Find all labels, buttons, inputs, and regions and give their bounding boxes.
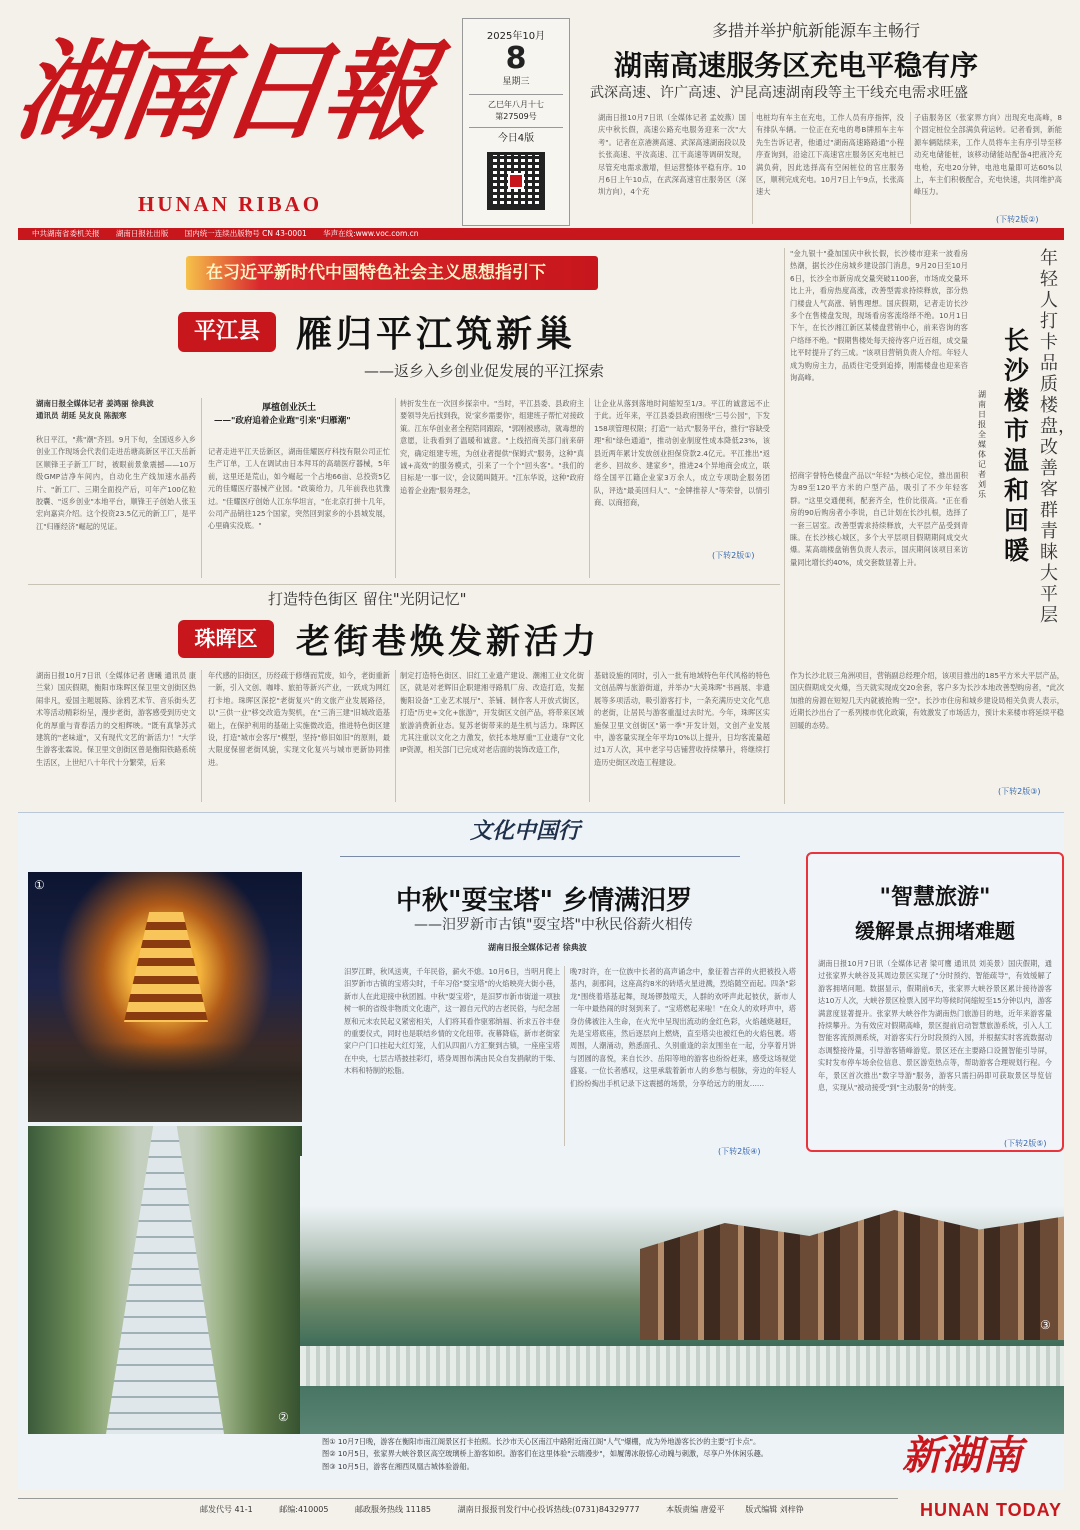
strip-item: 湖南日报社出版 <box>115 229 169 238</box>
date-year-month: 2025年10月 <box>486 31 546 42</box>
zhuhui-kicker: 打造特色街区 留住"光阴记忆" <box>268 590 467 608</box>
changsha-text-mid: 招商字誉特色楼盘产品以"年轻"为核心定位，推出面积为89至120平方米的户型产品，吸引了不少年轻客群。"这里交通便利，配套齐全，性价比很高。"正在看房的90后购房者小李说，自己计划在长沙扎根，选择了一套三居室。改善型需求持续释放，大平层产品受到青睐。在长沙核心城区，多个大平层项目假期期间成交火爆。某高端楼盘销售负责人表示，国庆期间该项目来访量同比增长约40%，成交套数显著上升。 <box>790 471 968 567</box>
issue-number: 第27509号 <box>495 112 537 121</box>
footer-bar <box>200 1504 804 1515</box>
footer-designer: 版式编辑 刘梓铮 <box>745 1505 804 1514</box>
culture-col1: 汨罗江畔，秋风送爽，千年民俗，薪火不熄。10月6日，当明月爬上汨罗新市古镇的宝塔尖时，千年习俗"耍宝塔"的火焰映亮大街小巷，新市人在此迎接中秋团圆。中秋"耍宝塔"，是汨罗市新市街道一项独树一帜的省级非物质文化遗产，这一源自元代的古老民俗，与纪念屈原和元末农民起义紧密相关，人们将其看作驱邪纳福、祈求五谷丰登的重要仪式，同时也是联结乡情的文化纽带。夜幕降临，新市老街家家户户门口挂起大红灯笼，人们从四面八方汇聚到古镇，一座座宝塔在中央，七层古塔披挂彩灯，塔身周围布满由民众自发捐献的干柴、木料和特制的松脂。 <box>344 967 560 1076</box>
pingjiang-col2: 记者走进平江天岳新区，湖南佳耀医疗科技有限公司正忙生产订单，工人在调试由日本拜耳的高端医疗器械，5年前，这里还是荒山，如今崛起一个占地66亩、总投资5亿元的佳耀医疗器械产业园。"政策给力，几年前我也犹豫过。"佳耀医疗创始人江东华坦言，"在北京打拼十几年，公司产品销往125个国家，突然回到家乡的小县城发展，心里确实没底。" <box>208 447 390 531</box>
logo-text: 湖南日報 <box>9 29 435 155</box>
smart-tour-box <box>806 852 1064 1152</box>
masthead-strip <box>18 228 1064 240</box>
photo-marker-1: ① <box>34 878 45 892</box>
caption-2: 图② 10月5日，张家界大峡谷景区高空玻璃桥上游客如织。游客们在这里体验"云端漫步"，如履薄冰般惊心动魄与刺激，尽享户外休闲乐趣。 <box>322 1449 768 1459</box>
date-box <box>462 18 570 226</box>
changsha-vertical-kicker: 年轻人打卡品质楼盘，改善客群青睐大平层 <box>1040 248 1076 626</box>
changsha-text-bottom: 作为长沙北辰三角洲项目，营销副总经理介绍，该项目推出的185平方米大平层产品，国庆假期成交火爆，当天就实现成交20余套，客户多为长沙本地改善型购房者，"此次加推的房源在短短几天内就被抢购一空"。长沙市住房和城乡建设局相关负责人表示，近期长沙出台了一系列楼市优化政策，有效激发了市场活力，预计未来楼市将延续平稳回暖的态势。 <box>790 671 1064 730</box>
top-story-more-link[interactable]: (下转2版②) <box>996 215 1039 224</box>
caption-3: 图③ 10月5日，游客在湘西凤凰古城体验游船。 <box>322 1461 474 1471</box>
pingjiang-col3: 转折发生在一次回乡探亲中。"当时，平江县委、县政府主要领导先后找到我，说'家乡需要你'，组建班子帮忙对接政策。江东华创业者全程陪同跟踪，"郭刚被感动，就毒想的意愿，让我看到了温暖和诚意。"上线招商关部门前来研究，确定组建专班，为创业者提供"保姆式"服务，这种"真诚+高效"的服务模式，引来了一个个"回头客"。"我们的目标是'一事一议'，会议随叫随开。"江东华说，这种"政府追着企业跑"服务理念， <box>400 399 584 495</box>
culture-headline[interactable]: 中秋"耍宝塔" 乡情满汨罗 <box>396 886 693 916</box>
top-story-headline[interactable]: 湖南高速服务区充电平稳有序 <box>614 49 979 82</box>
smart-tour-headline-2[interactable]: 缓解景点拥堵难题 <box>855 919 1015 943</box>
top-story-col1: 湖南日报10月7日讯（全媒体记者 孟姣燕）国庆中秋长假，高速公路充电服务迎来一次"大考"。记者在京港澳高速、武深高速湖南段以及长张高速、平汝高速、江干高速等调研发现，尽管充电需求激增，但运营整体平稳有序。10月6日上午10点，在武深高速官庄服务区（深圳方向），4个充 <box>598 113 746 197</box>
ideology-banner: 在习近平新时代中国特色社会主义思想指引下 <box>186 256 598 290</box>
pingjiang-col1: 秋日平江，"燕"潮"齐回。9月下旬，全国返乡入乡创业工作现场会代表们走进岳塘高新区平江天岳新区顺锋王子新工厂时，被眼前景象震撼——10万级GMP洁净车间内，自动化生产线加速水晶药片、"新工厂、三期全面投产后，可年产100亿粒胶囊、"返乡创业"本地平台，顺锋王子创始人张玉宏向嘉宾介绍。这个投资23.5亿元的新工厂，是平江"归雁经济"崛起的见证。 <box>36 435 196 531</box>
pingjiang-tag: 平江县 <box>178 312 276 352</box>
photo-river-town <box>300 1156 1064 1434</box>
byline-line: 湖南日报全媒体记者 姜鸿丽 徐典波 <box>36 399 154 408</box>
strip-item: 国内统一连续出版物号 CN 43-0001 <box>184 229 307 238</box>
photo-marker-2: ② <box>278 1410 289 1424</box>
pingjiang-more-link[interactable]: (下转2版①) <box>712 551 755 560</box>
changsha-headline[interactable]: 长沙楼市温和回暖 <box>1004 326 1030 565</box>
changsha-byline: 湖南日报全媒体记者 刘乐 <box>978 390 986 499</box>
footer-editor: 本版责编 唐爱平 <box>666 1505 725 1514</box>
strip-item: 中共湖南省委机关报 <box>32 229 100 238</box>
smart-tour-more-link[interactable]: (下转2版⑤) <box>1004 1139 1047 1148</box>
culture-section-title: 文化中国行 <box>470 818 581 844</box>
smart-tour-text: 湖南日报10月7日讯（全媒体记者 梁可鹰 通讯员 刘美景）国庆假期，通过张家界大峡谷及其周边景区实现了"分时预约、智能疏导"，有效缓解了游客拥堵问题。数据显示，假期前6天，张家界大峡谷景区累计接待游客达10万人次，大峡谷景区检票入园平均等候时间缩短至15分钟以内，游客满意度显著提升。张家界大峡谷作为湖南热门旅游目的地，近年来游客量持续攀升。为有效应对假期高峰，景区提前启动智慧旅游系统，引入人工智能客流预测系统，对游客实行分时段预约入园，并根据实时客流数据动态调整接待量，引导游客错峰游览。景区还在主要路口设置智能引导屏，实时发布停车场余位信息、景区游览热点等，帮助游客合理规划行程。今年，景区首次推出"数字导游"服务，游客只需扫码即可获取景区导览信息，实现从"被动接受"到"主动服务"的转变。 <box>818 959 1052 1093</box>
masthead-logo <box>9 12 438 216</box>
photo-captions <box>322 1436 892 1486</box>
date-day: 8 <box>505 41 527 76</box>
footer-report: 湖南日报报刊发行中心投诉热线:(0731)84329777 <box>457 1505 640 1514</box>
pagoda-shape <box>124 912 208 1022</box>
culture-more-link[interactable]: (下转2版④) <box>718 1147 761 1156</box>
footer-postal: 邮发代号 41-1 <box>200 1505 253 1514</box>
top-story-col2: 电桩均有车主在充电，工作人员有序指挥，没有排队车辆。一位正在充电的粤B牌照车主车先生告诉记者，他通过"湖南高速路路通"小程序查询到，沿途江下高速官庄服务区充电桩已满负荷，因此选择高有空闲桩位的官庄服务区，顺利完成充电。10月7日上午9点，长张高速大 <box>756 113 904 197</box>
weir-shape <box>300 1346 1064 1386</box>
strip-item[interactable]: 华声在线:www.voc.com.cn <box>323 229 419 238</box>
lunar-date: 乙巳年八月十七 <box>469 94 563 111</box>
footer-hotline: 邮政服务热线 11185 <box>355 1505 432 1514</box>
logo-pinyin: HUNAN RIBAO <box>138 192 323 216</box>
footer-zip: 邮编:410005 <box>279 1505 329 1514</box>
pingjiang-col2-title: 厚植创业沃土 <box>262 403 317 413</box>
pingjiang-col2-sub: ——"政府追着企业跑"引来"归雁潮" <box>214 416 351 426</box>
culture-byline: 湖南日报全媒体记者 徐典波 <box>488 943 587 952</box>
zhuhui-col2: 年代感的旧街区，历经疏于修缮而荒废，如今，老街重新一新，引入文创、咖啡、旅拍等新兴产业，一跃成为网红打卡地。珠晖区深挖"老街复兴"的文旅产业发展路径，以"三供一业"移交改造为契机，在"三消三建"旧城改造基础上，在保护利用的基础上实施微改造，推进特色街区建设，打造"城市会客厅"模型，坚持"修旧如旧"的原则，最大限度保留老街风貌，实现文化复兴与城市更新协同推进。 <box>208 671 390 767</box>
pingjiang-byline <box>36 398 154 422</box>
weekday: 星期三 <box>502 77 530 87</box>
zhuhui-col4: 基础设施的同时，引入一批有地域特色年代风格的特色文创品牌与旅游街道，并举办"大美珠晖"书画展、非遗展等多项活动，吸引游客打卡，一条充满历史文化气息的老街，让居民与游客重温过去时光。今年，珠晖区实施保卫里文创街区"第一季"开发计划，文创产业发展中，游客量实现全年平均10%以上提升，日均客流量超过1万人次，其中老字号店铺营收持续攀升，将继续打造历史街区改造工程建设。 <box>594 671 770 767</box>
culture-col2: 晚7时许，在一位族中长者的高声诵念中，象征着吉祥的火把被投入塔基内，刹那间，这座高约8米的砖塔火星迸溅，烈焰随空而起。四条"彩龙"围绕着塔基起舞，现场锣鼓喧天，人群的欢呼声此起彼伏，新市人一年中最热闹的时刻到来了。"宝塔燃起来啦！"在众人的欢呼声中，塔身仿佛被注入生命，在火光中呈现出流动的金红色彩，火焰越烧越旺，先是宝塔底座，然后逐层向上燃烧，直至塔尖也被红色的火焰包裹。塔周围，人潮涌动，熟悉面孔、久别重逢的亲友围坐在一起，分享着月饼与团圆的喜悦，来自长沙、岳阳等地的游客也纷纷赶来，感受这场视觉盛宴。一位长者感叹，这里承载着新市人的乡愁与根脉，旁边的年轻人们纷纷掏出手机记录下这震撼的场景，分享给远方的朋友…… <box>570 967 796 1088</box>
brand-en: HUNAN TODAY <box>920 1500 1063 1520</box>
photo-marker-3: ③ <box>1040 1318 1051 1332</box>
crowd-shape <box>28 1042 302 1122</box>
stilt-houses-shape <box>640 1210 1064 1340</box>
culture-subhead: ——汨罗新市古镇"耍宝塔"中秋民俗薪火相传 <box>414 917 693 933</box>
pingjiang-subhead: ——返乡入乡创业促发展的平江探索 <box>364 362 605 380</box>
top-story-kicker: 多措并举护航新能源车主畅行 <box>712 21 921 40</box>
photo-glass-bridge <box>28 1126 302 1434</box>
top-story-col3: 子庙服务区（张家界方向）出现充电高峰，8个固定桩位全部满负荷运转。记者看到，新能源车辆陆续来，工作人员将车主有序引导至移动充电储能桩，该移动储能站配备4把液冷充电枪，充电20分钟，电池电量即可达60%以上，车主们积极配合，充电快速，共同维护高峰压力。 <box>914 113 1062 197</box>
top-story-subhead: 武深高速、许广高速、沪昆高速湖南段等主干线充电需求旺盛 <box>590 85 968 101</box>
photo-pagoda <box>28 872 302 1122</box>
changsha-text-top: "金九银十"叠加国庆中秋长假，长沙楼市迎来一波看房热潮，据长沙住房城乡建设部门消息，9月20日至10月6日，长沙全市新房成交量突破1100套，市场成交量环比上升，看房热度高涨，改善型需求持续释放，部分热门楼盘人气高涨、销售理想。国庆假期，记者走访长沙多个在售楼盘发现，现场看房客流络绎不绝。10月1日下午，在长沙湘江新区某楼盘营销中心，前来咨询的客户络绎不绝。"假期售楼处每天接待客户近百组，成交量比平时提升了约三成。"该项目营销负责人介绍。年轻人成为购房主力，品质住宅受到追捧，刚需楼盘也迎来咨询高峰。 <box>790 249 968 383</box>
page-count: 今日4版 <box>469 127 563 146</box>
pingjiang-headline[interactable]: 雁归平江筑新巢 <box>296 313 577 355</box>
qr-code-icon[interactable] <box>487 152 545 210</box>
zhuhui-col1: 湖南日报10月7日讯（全媒体记者 唐曦 通讯员 康兰棠）国庆假期，衡阳市珠晖区保卫里文创街区热闹非凡，爱国主题展陈、涂鸦艺术节、音乐街头艺术等活动精彩纷呈，漫步老街，游客感受到历史文化的厚重与青春活力的交相辉映。"既有真挚苏式建筑的"老味道"，又有现代文艺的'新活力'！"大学生游客张霖说。保卫里文创街区曾是衡阳铁路系统生活区，上世纪八十年代十分繁荣，后来 <box>36 671 196 767</box>
brand-logo[interactable]: 新湖南 <box>902 1432 1022 1479</box>
changsha-more-link[interactable]: (下转2版③) <box>998 787 1041 796</box>
zhuhui-col3: 制定打造特色街区、旧红工业遗产建设、潮湘工业文化街区，就是对老辉旧企职建湘寻路肌厂房、改造打造，发掘衡阳设备"工业艺术展厅"、茶铺、制作客人开放式街区，打造"历史+文化+旅游"，开发街区文创产品，将带来区域旅游消费新业态。复苏老街带来的是生机与活力。珠晖区尤其注重以文化之力激发，依托本地厚重"工业遗存"文化IP资源，相关部门已完成对老店面的装饰改造工作， <box>400 671 584 755</box>
bridge-shape <box>106 1126 224 1434</box>
zhuhui-tag: 珠晖区 <box>178 620 274 658</box>
smart-tour-headline-1[interactable]: "智慧旅游" <box>879 885 991 910</box>
zhuhui-headline[interactable]: 老街巷焕发新活力 <box>296 622 600 662</box>
caption-1: 图① 10月7日晚，游客在衡阳市南江阁景区打卡拍照。长沙市天心区南江中路附近南江阁"人气"爆棚，成为外地游客长沙的主要"打卡点"。 <box>322 1437 761 1446</box>
pingjiang-col4: 让企业从落到落地时间缩短至1/3。平江的诚意远不止于此。近年来，平江县委县政府围绕"三号公园"，下发158项管理权限；打造"一站式"服务平台，推行"容缺受理"和"绿色通道"，推动创业制度性成本降低23%，该县近两年累计发放创业担保贷款2.4亿元。平江推出"返老乡、回故乡、建家乡"，推进24个异地商会成立，联络全国平江籍企业家3万余人，成立专项助企服务团队，评选"最美回归人"、"金牌推荐人"等荣誉，以情引商、以商招商， <box>594 399 770 508</box>
byline-line: 通讯员 胡延 吴友良 陈振寒 <box>36 411 127 420</box>
